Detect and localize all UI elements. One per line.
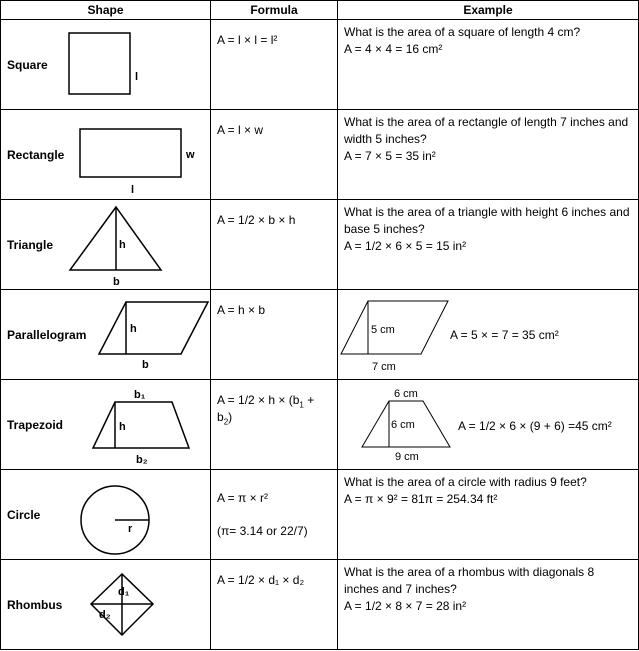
example-answer: A = π × 9² = 81π = 254.34 ft² [344,492,498,506]
triangle-base-label: b [113,276,120,288]
parallelogram-example-base: 7 cm [372,361,396,373]
formula-cell: A = l × w [211,110,338,200]
shape-name: Parallelogram [7,327,87,342]
shape-cell [1,110,211,200]
pi-note: (π= 3.14 or 22/7) [217,524,308,538]
circle-radius-label: r [128,523,133,535]
shape-cell [1,20,211,110]
shape-cell [1,290,211,380]
square-figure [1,20,211,110]
shape-cell [1,200,211,290]
shape-cell [1,560,211,650]
parallelogram-height-label: h [130,323,137,335]
table-row [1,110,639,200]
formula-cell: A = 1/2 × d₁ × d₂ [211,560,338,650]
example-cell [338,380,639,470]
example-question: What is the area of a rhombus with diagonals 8 inches and 7 inches? [344,565,595,596]
example-cell [338,110,639,200]
example-question: What is the area of a square of length 4 cm? [344,25,581,39]
rhombus-diagonal1-label: d₁ [118,586,130,598]
parallelogram-figure [1,290,211,380]
example-cell [338,20,639,110]
trapezoid-bottom-base-label: b₂ [136,454,148,466]
shape-name: Rhombus [7,597,63,612]
table-row [1,470,639,560]
shape-name: Trapezoid [7,417,64,432]
circle-formula: A = π × r² [217,491,268,505]
header-example: Example [338,1,639,20]
shape-cell [1,470,211,560]
rhombus-diagonal2-label: d₂ [99,609,111,621]
shape-cell [1,380,211,470]
example-answer: A = 5 × = 7 = 35 cm² [450,328,559,342]
example-question: What is the area of a circle with radius 9 feet? [344,475,587,489]
formula-cell: A = h × b [211,290,338,380]
example-cell [338,470,639,560]
circle-figure [1,470,211,560]
square-side-label: l [135,71,139,83]
trapezoid-example-top: 6 cm [394,388,418,400]
table-row [1,20,639,110]
rhombus-figure [1,560,211,650]
shape-name: Rectangle [7,147,65,162]
trapezoid-example-bottom: 9 cm [395,451,419,463]
trapezoid-figure [1,380,211,470]
example-answer: A = 4 × 4 = 16 cm² [344,42,443,56]
example-answer: A = 1/2 × 6 × (9 + 6) =45 cm² [458,419,612,433]
parallelogram-base-label: b [142,359,149,371]
formula-cell: A = l × l = l² [211,20,338,110]
rectangle-width-label: w [186,149,195,161]
example-question: What is the area of a rectangle of length 7 inches and width 5 inches? [344,115,629,146]
trapezoid-height-label: h [119,421,126,433]
rectangle-figure [1,110,211,200]
formula-cell: $A = 1/2 \times h \times (b_1$ + $b_2$) [211,380,338,470]
table-row [1,560,639,650]
example-cell [338,200,639,290]
example-answer: A = 1/2 × 8 × 7 = 28 in² [344,599,467,613]
example-cell [338,560,639,650]
example-answer: A = 1/2 × 6 × 5 = 15 in² [344,239,467,253]
parallelogram-example-height: 5 cm [371,324,395,336]
table-row [1,200,639,290]
rectangle-length-label: l [131,184,135,196]
formula-cell: A = 1/2 × b × h [211,200,338,290]
table-row [1,380,639,470]
example-question: What is the area of a triangle with height 6 inches and base 5 inches? [344,205,630,236]
triangle-height-label: h [119,239,126,251]
shape-name: Triangle [7,237,54,252]
shape-name: Square [7,57,48,72]
example-answer: A = 7 × 5 = 35 in² [344,149,436,163]
trapezoid-top-base-label: b₁ [134,389,146,401]
table-row [1,290,639,380]
triangle-figure [1,200,211,290]
example-cell [338,290,639,380]
shape-name: Circle [7,507,41,522]
header-formula: Formula [211,1,338,20]
formula-cell [211,470,338,560]
header-shape: Shape [1,1,211,20]
header-row [1,1,639,20]
trapezoid-example-height: 6 cm [391,419,415,431]
